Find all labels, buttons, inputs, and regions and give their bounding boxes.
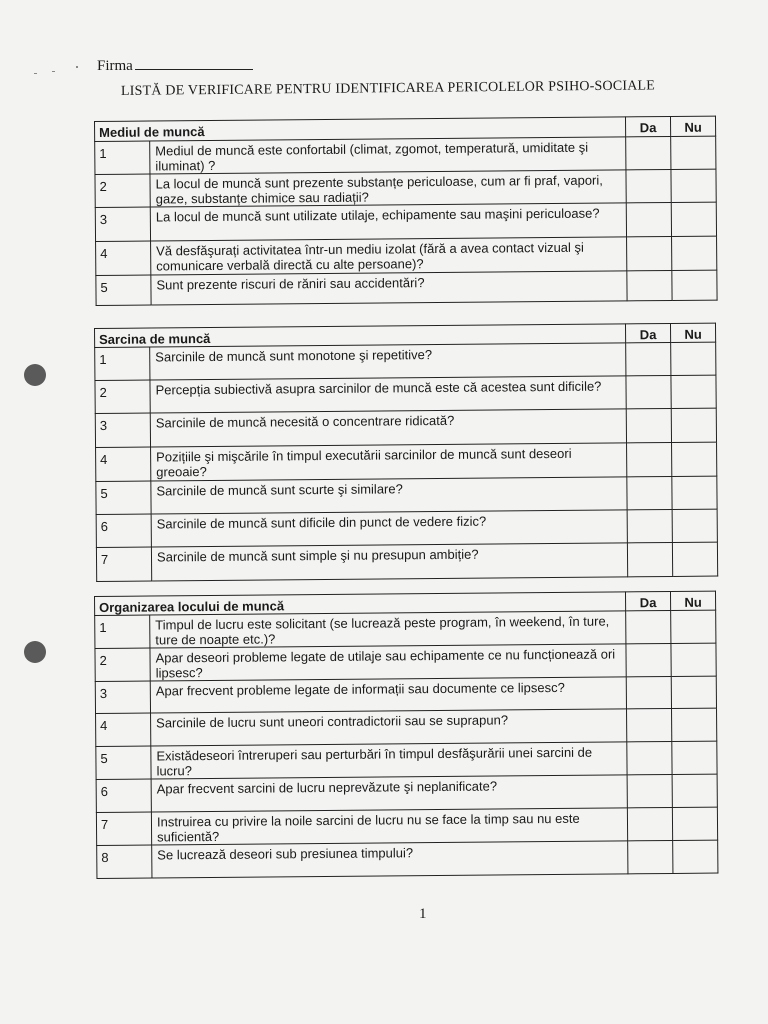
- checklist-table: [94, 323, 718, 582]
- section-work-task: [94, 323, 718, 582]
- row-number: 5: [96, 275, 151, 305]
- yes-checkbox-cell[interactable]: [627, 741, 672, 774]
- question-text: Percepția subiectivă asupra sarcinilor de muncă este că acestea sunt dificile?: [150, 376, 626, 413]
- question-text: Apar frecvent probleme legate de informații sau documente ce lipsesc?: [150, 677, 626, 713]
- yes-checkbox-cell[interactable]: [627, 807, 672, 840]
- no-checkbox-cell[interactable]: [671, 408, 716, 442]
- table-row: [95, 676, 716, 713]
- column-no: Nu: [670, 591, 715, 610]
- table-row: [96, 708, 717, 746]
- yes-checkbox-cell[interactable]: [627, 542, 672, 576]
- question-text: Sarcinile de muncă sunt simple şi nu presupun ambiție?: [151, 543, 627, 581]
- question-text: Apar frecvent sarcini de lucru neprevăzute şi neplanificate?: [151, 775, 627, 812]
- table-row: [95, 202, 716, 241]
- row-number: 7: [96, 812, 151, 845]
- yes-checkbox-cell[interactable]: [626, 342, 671, 375]
- question-text: Timpul de lucru este solicitant (se lucrează peste program, în weekend, în ture, ture de noapte etc.)?: [150, 611, 626, 648]
- no-checkbox-cell[interactable]: [672, 774, 717, 807]
- no-checkbox-cell[interactable]: [671, 342, 716, 375]
- column-yes: Da: [625, 591, 670, 610]
- company-label: Firma: [97, 58, 133, 74]
- column-no: Nu: [670, 116, 715, 136]
- row-number: 3: [95, 681, 150, 713]
- yes-checkbox-cell[interactable]: [626, 169, 671, 202]
- section-title: Organizarea locului de muncă: [95, 592, 626, 616]
- yes-checkbox-cell[interactable]: [626, 643, 671, 676]
- table-row: [96, 741, 717, 779]
- table-row: [96, 509, 717, 547]
- table-row: [95, 136, 716, 174]
- table-row: [96, 542, 717, 581]
- no-checkbox-cell[interactable]: [671, 375, 716, 408]
- row-number: 3: [95, 207, 150, 241]
- question-text: Vă desfăşurați activitatea într-un mediu izolat (fără a avea contact vizual şi comunicare verbală directă cu alte persoane)?: [151, 237, 627, 275]
- row-number: 2: [95, 380, 150, 413]
- row-number: 2: [95, 648, 150, 681]
- yes-checkbox-cell[interactable]: [628, 840, 673, 873]
- table-row: [96, 270, 717, 305]
- no-checkbox-cell[interactable]: [672, 509, 717, 542]
- no-checkbox-cell[interactable]: [673, 840, 718, 873]
- row-number: 6: [96, 514, 151, 547]
- table-row: [95, 643, 716, 681]
- question-text: Mediul de muncă este confortabil (climat, zgomot, temperatură, umiditate şi iluminat) ?: [150, 137, 626, 174]
- yes-checkbox-cell[interactable]: [626, 202, 671, 236]
- question-text: La locul de muncă sunt prezente substanțe periculoase, cum ar fi praf, vapori, gaze, substanțe chimice sau radiații?: [150, 170, 626, 207]
- punch-hole: [24, 364, 46, 386]
- no-checkbox-cell[interactable]: [671, 136, 716, 169]
- table-row: [96, 476, 717, 514]
- yes-checkbox-cell[interactable]: [627, 236, 672, 270]
- company-field: [97, 57, 253, 75]
- section-workplace-organization: [94, 591, 718, 879]
- table-row: [96, 442, 717, 481]
- question-text: Existădeseori întreruperi sau perturbări în timpul desfăşurării unei sarcini de lucru?: [151, 742, 627, 779]
- no-checkbox-cell[interactable]: [671, 202, 716, 236]
- table-row: [96, 236, 717, 275]
- row-number: 5: [96, 481, 151, 514]
- row-number: 4: [96, 241, 151, 275]
- no-checkbox-cell[interactable]: [672, 270, 717, 300]
- row-number: 3: [95, 413, 150, 447]
- question-text: La locul de muncă sunt utilizate utilaje, echipamente sau maşini periculoase?: [150, 203, 626, 241]
- no-checkbox-cell[interactable]: [672, 807, 717, 840]
- question-text: Apar deseori probleme legate de utilaje sau echipamente ce nu funcționează ori lipsesc?: [150, 644, 626, 681]
- punch-hole: [24, 641, 46, 663]
- table-row: [95, 342, 716, 380]
- yes-checkbox-cell[interactable]: [627, 509, 672, 542]
- no-checkbox-cell[interactable]: [672, 236, 717, 270]
- table-row: [96, 807, 717, 845]
- row-number: 2: [95, 174, 150, 207]
- checklist-table: [94, 116, 718, 306]
- no-checkbox-cell[interactable]: [672, 442, 717, 476]
- question-text: Sarcinile de muncă sunt scurte şi similare?: [151, 477, 627, 514]
- no-checkbox-cell[interactable]: [672, 741, 717, 774]
- yes-checkbox-cell[interactable]: [627, 476, 672, 509]
- yes-checkbox-cell[interactable]: [627, 442, 672, 476]
- table-row: [95, 610, 716, 648]
- column-yes: Da: [625, 323, 670, 342]
- section-title: Mediul de muncă: [95, 117, 626, 142]
- yes-checkbox-cell[interactable]: [626, 610, 671, 643]
- table-row: [95, 408, 716, 447]
- question-text: Se lucrează deseori sub presiunea timpului?: [152, 841, 628, 878]
- question-text: Sarcinile de muncă sunt monotone şi repetitive?: [150, 343, 626, 380]
- no-checkbox-cell[interactable]: [672, 542, 717, 576]
- question-text: Sunt prezente riscuri de răniri sau accidentări?: [151, 271, 627, 305]
- row-number: 6: [96, 779, 151, 812]
- row-number: 1: [95, 347, 150, 380]
- company-blank-line[interactable]: [135, 57, 253, 70]
- question-text: Sarcinile de lucru sunt uneori contradictorii sau se suprapun?: [151, 709, 627, 746]
- checklist-table: [94, 591, 718, 879]
- table-row: [95, 375, 716, 413]
- question-text: Instruirea cu privire la noile sarcini de lucru nu se face la timp sau nu este suficientă?: [151, 808, 627, 845]
- yes-checkbox-cell[interactable]: [626, 676, 671, 708]
- row-number: 7: [96, 547, 151, 581]
- row-number: 1: [95, 615, 150, 648]
- row-number: 4: [96, 447, 151, 481]
- row-number: 1: [95, 141, 150, 174]
- scan-speck: [76, 66, 78, 68]
- no-checkbox-cell[interactable]: [671, 610, 716, 643]
- column-yes: Da: [625, 116, 670, 136]
- table-row: [96, 774, 717, 812]
- scan-speck: [34, 73, 37, 74]
- table-row: [97, 840, 718, 878]
- section-work-environment: [94, 116, 718, 306]
- page-number: 1: [419, 906, 427, 922]
- scan-speck: [52, 71, 55, 72]
- section-title: Sarcina de muncă: [95, 324, 626, 348]
- row-number: 5: [96, 746, 151, 779]
- yes-checkbox-cell[interactable]: [626, 136, 671, 169]
- document-title: LISTĂ DE VERIFICARE PENTRU IDENTIFICAREA PERICOLELOR PSIHO-SOCIALE: [120, 78, 656, 99]
- no-checkbox-cell[interactable]: [672, 476, 717, 509]
- no-checkbox-cell[interactable]: [671, 169, 716, 202]
- question-text: Sarcinile de muncă sunt dificile din punct de vedere fizic?: [151, 510, 627, 547]
- yes-checkbox-cell[interactable]: [627, 708, 672, 741]
- row-number: 8: [97, 845, 152, 878]
- no-checkbox-cell[interactable]: [671, 676, 716, 708]
- yes-checkbox-cell[interactable]: [627, 270, 672, 300]
- question-text: Pozițiile şi mişcările în timpul executării sarcinilor de muncă sunt deseori greoaie?: [151, 443, 627, 481]
- yes-checkbox-cell[interactable]: [627, 774, 672, 807]
- no-checkbox-cell[interactable]: [672, 708, 717, 741]
- yes-checkbox-cell[interactable]: [626, 375, 671, 408]
- no-checkbox-cell[interactable]: [671, 643, 716, 676]
- yes-checkbox-cell[interactable]: [626, 408, 671, 442]
- question-text: Sarcinile de muncă necesită o concentrare ridicată?: [150, 409, 626, 447]
- row-number: 4: [96, 713, 151, 746]
- column-no: Nu: [670, 323, 715, 342]
- table-row: [95, 169, 716, 207]
